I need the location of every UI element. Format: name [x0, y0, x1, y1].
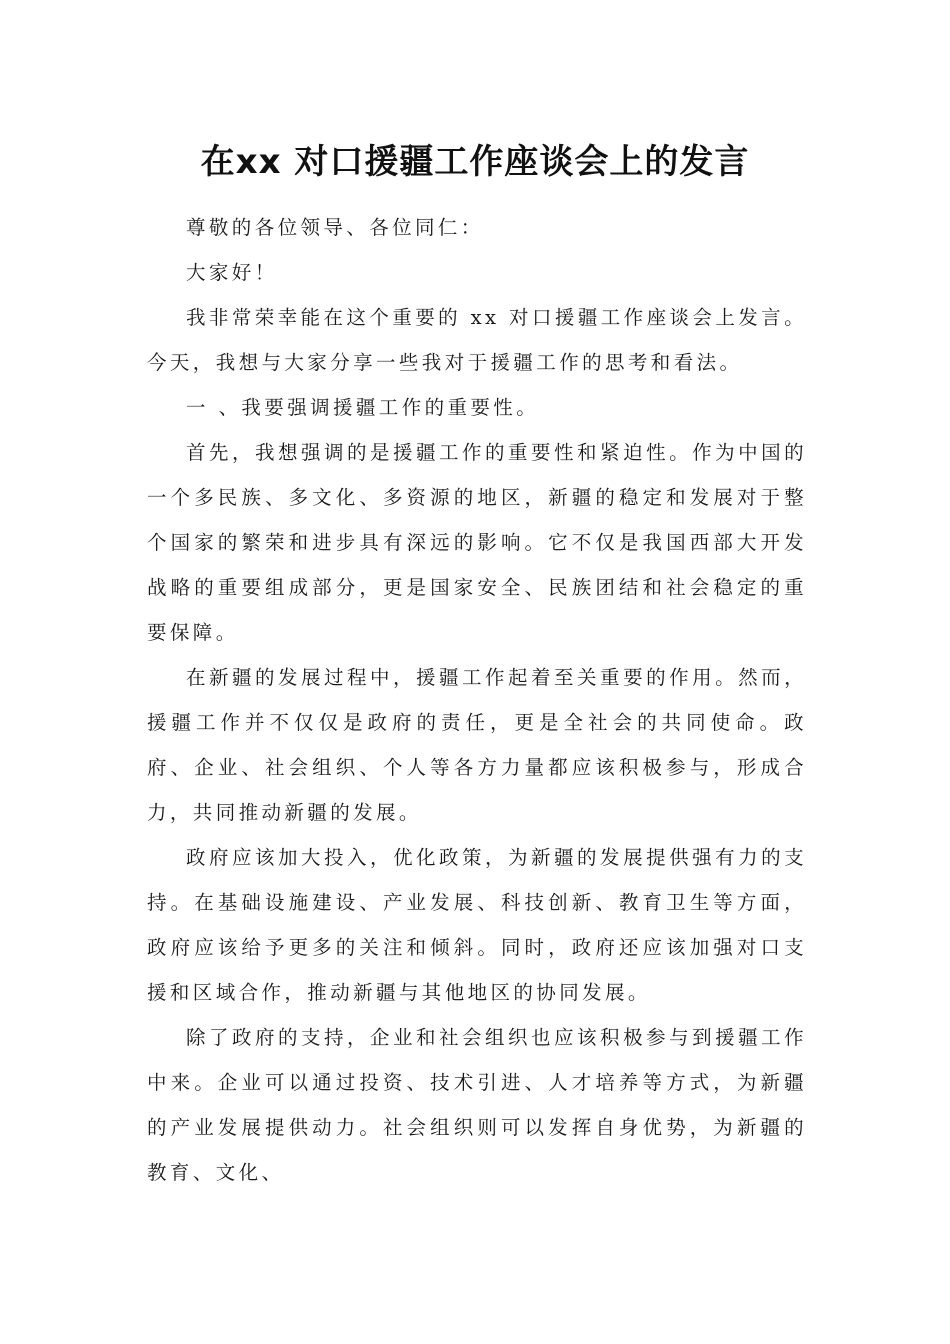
document-body: [147, 205, 807, 1195]
paragraph-enterprises: 除了政府的支持，企业和社会组织也应该积极参与到援疆工作中来。企业可以通过投资、技术引进、人才培养等方式，为新疆的产业发展提供动力。社会组织则可以发挥自身优势，为新疆的教育、文化、: [147, 1026, 807, 1184]
paragraph-government: 政府应该加大投入，优化政策，为新疆的发展提供强有力的支持。在基础设施建设、产业发展、科技创新、教育卫生等方面，政府应该给予更多的关注和倾斜。同时，政府还应该加强对口支援和区域合作，推动新疆与其他地区的协同发展。: [147, 846, 807, 1004]
document-title: 在xx 对口援疆工作座谈会上的发言: [200, 142, 750, 182]
paragraph-role: 在新疆的发展过程中，援疆工作起着至关重要的作用。然而，援疆工作并不仅仅是政府的责任，更是全社会的共同使命。政府、企业、社会组织、个人等各方力量都应该积极参与，形成合力，共同推动新疆的发展。: [147, 666, 807, 824]
section-heading-1: 一 、我要强调援疆工作的重要性。: [186, 396, 540, 419]
paragraph-importance: 首先，我想强调的是援疆工作的重要性和紧迫性。作为中国的一个多民族、多文化、多资源的地区，新疆的稳定和发展对于整个国家的繁荣和进步具有深远的影响。它不仅是我国西部大开发战略的重要组成部分，更是国家安全、民族团结和社会稳定的重要保障。: [147, 441, 807, 644]
greeting: 大家好！: [186, 261, 278, 284]
paragraph-intro: 我非常荣幸能在这个重要的 xx 对口援疆工作座谈会上发言。今天，我想与大家分享一些我对于援疆工作的思考和看法。: [147, 306, 807, 374]
salutation: 尊敬的各位领导、各位同仁：: [186, 216, 484, 239]
